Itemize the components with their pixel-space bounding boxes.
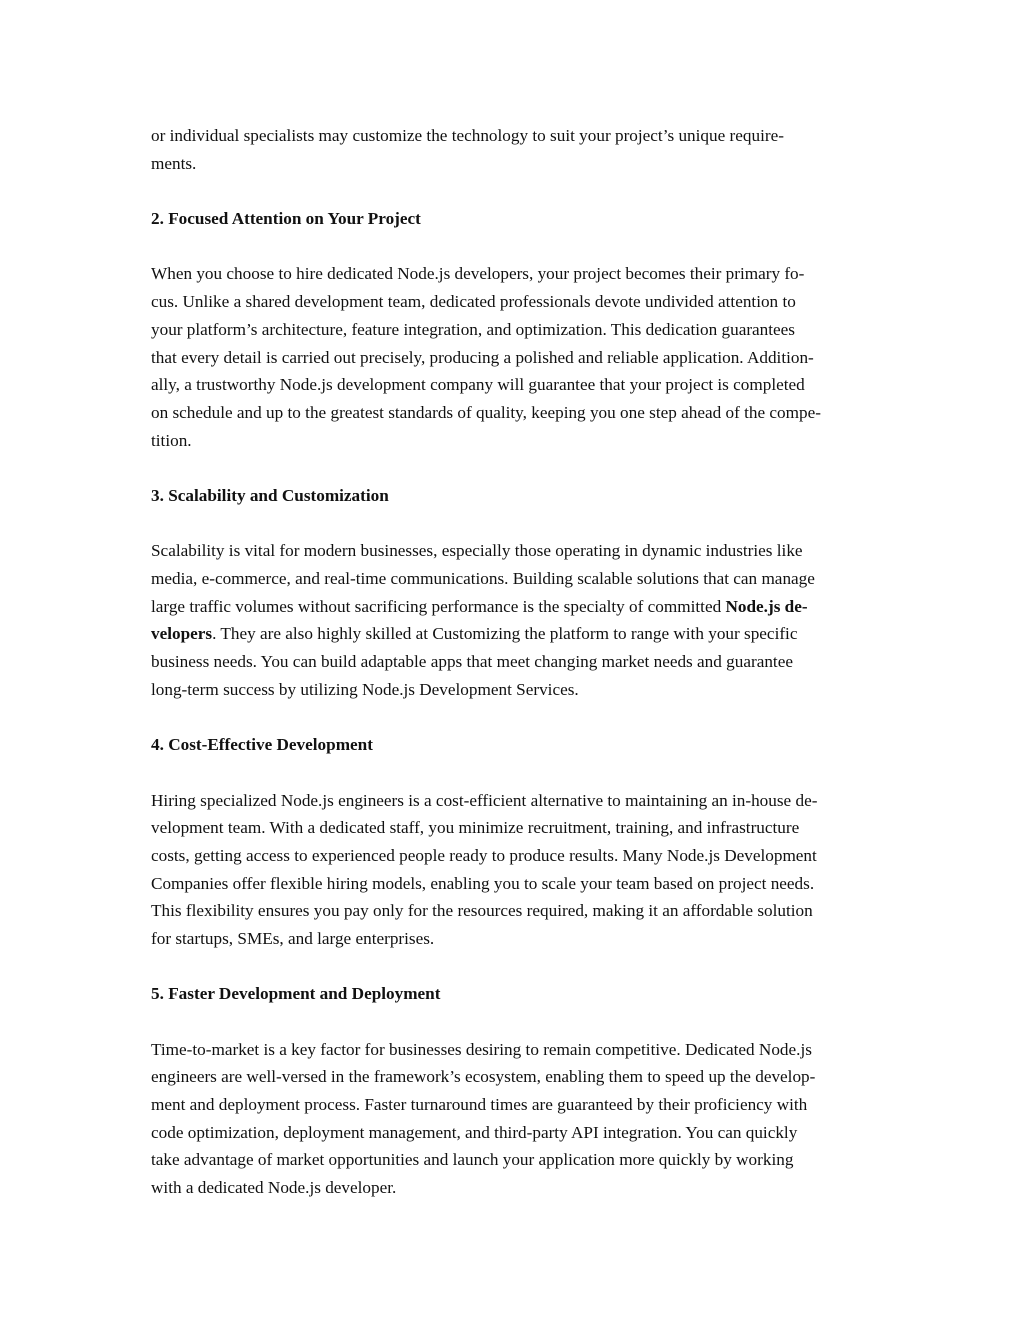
paragraph-line: media, e-commerce, and real-time communications. Building scalable solutions that can manage <box>151 569 815 588</box>
section-heading: 3. Scalability and Customization <box>151 485 389 505</box>
bold-keyword: velopers <box>151 624 213 644</box>
paragraph-line: ally, a trustworthy Node.js development company will guarantee that your project is completed <box>151 375 805 395</box>
paragraph-line: long-term success by utilizing Node.js Development Services. <box>151 679 579 699</box>
paragraph-line: for startups, SMEs, and large enterprises. <box>151 928 435 948</box>
paragraph-line: engineers are well-versed in the framework’s ecosystem, enabling them to speed up the develop- <box>151 1067 816 1087</box>
bold-keyword: Node.js de- <box>725 596 808 616</box>
paragraph-line: that every detail is carried out precisely, producing a polished and reliable application. Addition- <box>151 347 814 367</box>
paragraph-line: Scalability is vital for modern businesses, especially those operating in dynamic industries like <box>151 541 803 561</box>
document-page <box>151 122 911 1202</box>
section-heading: 2. Focused Attention on Your Project <box>151 209 421 229</box>
paragraph-line: on schedule and up to the greatest standards of quality, keeping you one step ahead of the compe- <box>151 402 821 422</box>
paragraph-line: business needs. You can build adaptable apps that meet changing market needs and guarantee <box>151 652 793 672</box>
intro-line: or individual specialists may customize the technology to suit your project’s unique require- <box>151 126 784 145</box>
paragraph-line: Companies offer flexible hiring models, enabling you to scale your team based on project needs. <box>151 873 815 893</box>
paragraph-line: code optimization, deployment management, and third-party API integration. You can quickly <box>151 1122 798 1142</box>
paragraph-line: tition. <box>151 430 192 450</box>
paragraph-line <box>151 620 911 648</box>
paragraph-line: Hiring specialized Node.js engineers is a cost-efficient alternative to maintaining an in-house de- <box>151 790 818 810</box>
paragraph-text: large traffic volumes without sacrificing performance is the specialty of committed <box>151 596 726 616</box>
paragraph-line: your platform’s architecture, feature integration, and optimization. This dedication guarantees <box>151 319 795 339</box>
paragraph-line: with a dedicated Node.js developer. <box>151 1178 397 1198</box>
paragraph-line: When you choose to hire dedicated Node.js developers, your project becomes their primary fo- <box>151 264 805 284</box>
paragraph-line: velopment team. With a dedicated staff, you minimize recruitment, training, and infrastructure <box>151 818 800 838</box>
intro-line: ments. <box>151 153 197 173</box>
paragraph-line: cus. Unlike a shared development team, dedicated professionals devote undivided attention to <box>151 292 796 312</box>
paragraph-line: costs, getting access to experienced people ready to produce results. Many Node.js Development <box>151 845 817 865</box>
section-heading: 5. Faster Development and Deployment <box>151 984 441 1004</box>
paragraph-line: ment and deployment process. Faster turnaround times are guaranteed by their proficiency with <box>151 1095 808 1115</box>
paragraph-text: . They are also highly skilled at Customizing the platform to range with your specific <box>212 624 798 644</box>
paragraph-line: take advantage of market opportunities and launch your application more quickly by working <box>151 1150 794 1170</box>
section-heading: 4. Cost-Effective Development <box>151 735 373 755</box>
paragraph-line: This flexibility ensures you pay only for the resources required, making it an affordable solution <box>151 901 813 921</box>
paragraph-line: Time-to-market is a key factor for businesses desiring to remain competitive. Dedicated Node.js <box>151 1039 812 1059</box>
paragraph-line <box>151 593 911 621</box>
